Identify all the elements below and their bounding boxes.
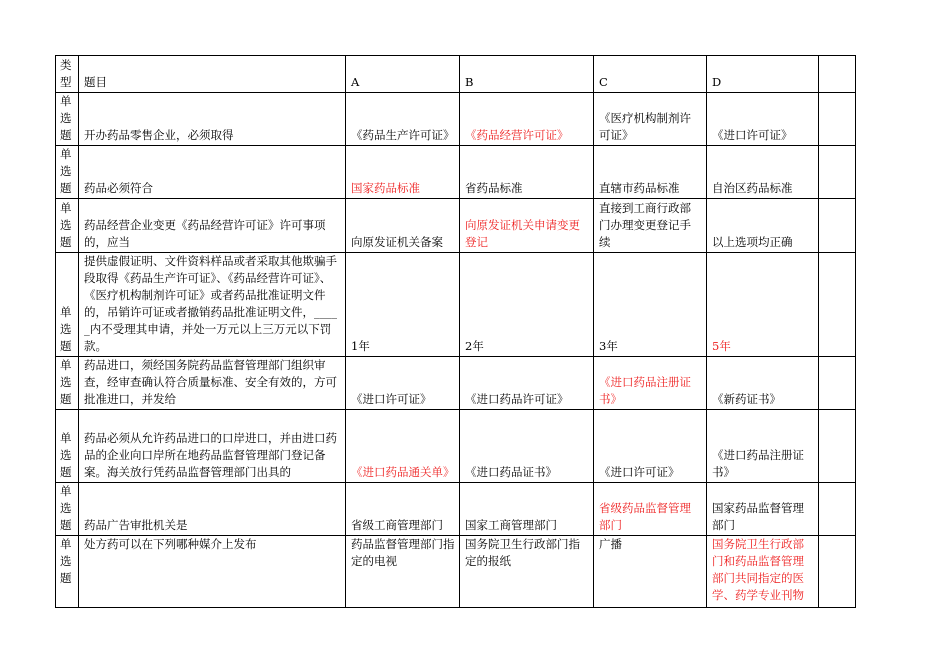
question-text: 药品必须符合 (79, 146, 346, 199)
question-type: 单选题 (56, 253, 79, 357)
question-type: 单选题 (56, 536, 79, 608)
option-b: 《进口药品许可证》 (460, 357, 594, 410)
option-d: 《新药证书》 (707, 357, 819, 410)
empty-cell (819, 146, 856, 199)
question-type: 单选题 (56, 357, 79, 410)
question-table (55, 55, 856, 608)
option-a: 省级工商管理部门 (346, 483, 460, 536)
option-b: 国务院卫生行政部门指定的报纸 (460, 536, 594, 608)
option-a: 《进口药品通关单》 (346, 410, 460, 483)
question-type: 单选题 (56, 93, 79, 146)
option-a: 药品监督管理部门指定的电视 (346, 536, 460, 608)
question-text: 药品必须从允许药品进口的口岸进口，并由进口药品的企业向口岸所在地药品监督管理部门登记备案。海关放行凭药品监督管理部门出具的 (79, 410, 346, 483)
option-c: 3年 (594, 253, 707, 357)
table-row (56, 199, 856, 253)
header-option-b: B (460, 56, 594, 93)
question-type: 单选题 (56, 199, 79, 253)
question-type: 单选题 (56, 146, 79, 199)
question-text: 药品进口，须经国务院药品监督管理部门组织审查，经审查确认符合质量标准、安全有效的，方可批准进口，并发给 (79, 357, 346, 410)
option-b: 向原发证机关申请变更登记 (460, 199, 594, 253)
option-b: 《药品经营许可证》 (460, 93, 594, 146)
option-d: 5年 (707, 253, 819, 357)
empty-cell (819, 483, 856, 536)
empty-cell (819, 199, 856, 253)
empty-cell (819, 536, 856, 608)
question-type: 单选题 (56, 483, 79, 536)
header-row (56, 56, 856, 93)
table-row (56, 483, 856, 536)
option-c: 省级药品监督管理部门 (594, 483, 707, 536)
option-b: 《进口药品证书》 (460, 410, 594, 483)
option-d: 《进口许可证》 (707, 93, 819, 146)
empty-cell (819, 253, 856, 357)
header-question: 题目 (79, 56, 346, 93)
option-a: 《进口许可证》 (346, 357, 460, 410)
option-d: 以上选项均正确 (707, 199, 819, 253)
option-c: 广播 (594, 536, 707, 608)
empty-cell (819, 410, 856, 483)
header-option-d: D (707, 56, 819, 93)
option-d: 自治区药品标准 (707, 146, 819, 199)
empty-cell (819, 93, 856, 146)
table-row (56, 146, 856, 199)
option-d: 国家药品监督管理部门 (707, 483, 819, 536)
option-c: 《进口许可证》 (594, 410, 707, 483)
option-b: 国家工商管理部门 (460, 483, 594, 536)
question-text: 处方药可以在下列哪种媒介上发布 (79, 536, 346, 608)
option-a: 向原发证机关备案 (346, 199, 460, 253)
option-c: 直接到工商行政部门办理变更登记手续 (594, 199, 707, 253)
header-option-c: C (594, 56, 707, 93)
option-a: 1年 (346, 253, 460, 357)
header-type: 类型 (56, 56, 79, 93)
table-row (56, 410, 856, 483)
empty-cell (819, 357, 856, 410)
question-text: 药品广告审批机关是 (79, 483, 346, 536)
table-row (56, 357, 856, 410)
question-text: 药品经营企业变更《药品经营许可证》许可事项的，应当 (79, 199, 346, 253)
question-type: 单选题 (56, 410, 79, 483)
option-c: 《医疗机构制剂许可证》 (594, 93, 707, 146)
option-b: 2年 (460, 253, 594, 357)
option-c: 《进口药品注册证书》 (594, 357, 707, 410)
option-c: 直辖市药品标准 (594, 146, 707, 199)
option-a: 国家药品标准 (346, 146, 460, 199)
question-text: 开办药品零售企业，必须取得 (79, 93, 346, 146)
option-a: 《药品生产许可证》 (346, 93, 460, 146)
table-row (56, 253, 856, 357)
header-option-a: A (346, 56, 460, 93)
question-text: 提供虚假证明、文件资料样品或者采取其他欺骗手段取得《药品生产许可证》、《药品经营许可证》、《医疗机构制剂许可证》或者药品批准证明文件的，吊销许可证或者撤销药品批准证明文件，_____内不受理其申请，并处一万元以上三万元以下罚款。 (79, 253, 346, 357)
table-row (56, 536, 856, 608)
table-row (56, 93, 856, 146)
option-b: 省药品标准 (460, 146, 594, 199)
option-d: 国务院卫生行政部门和药品监督管理部门共同指定的医学、药学专业刊物 (707, 536, 819, 608)
header-extra (819, 56, 856, 93)
option-d: 《进口药品注册证书》 (707, 410, 819, 483)
